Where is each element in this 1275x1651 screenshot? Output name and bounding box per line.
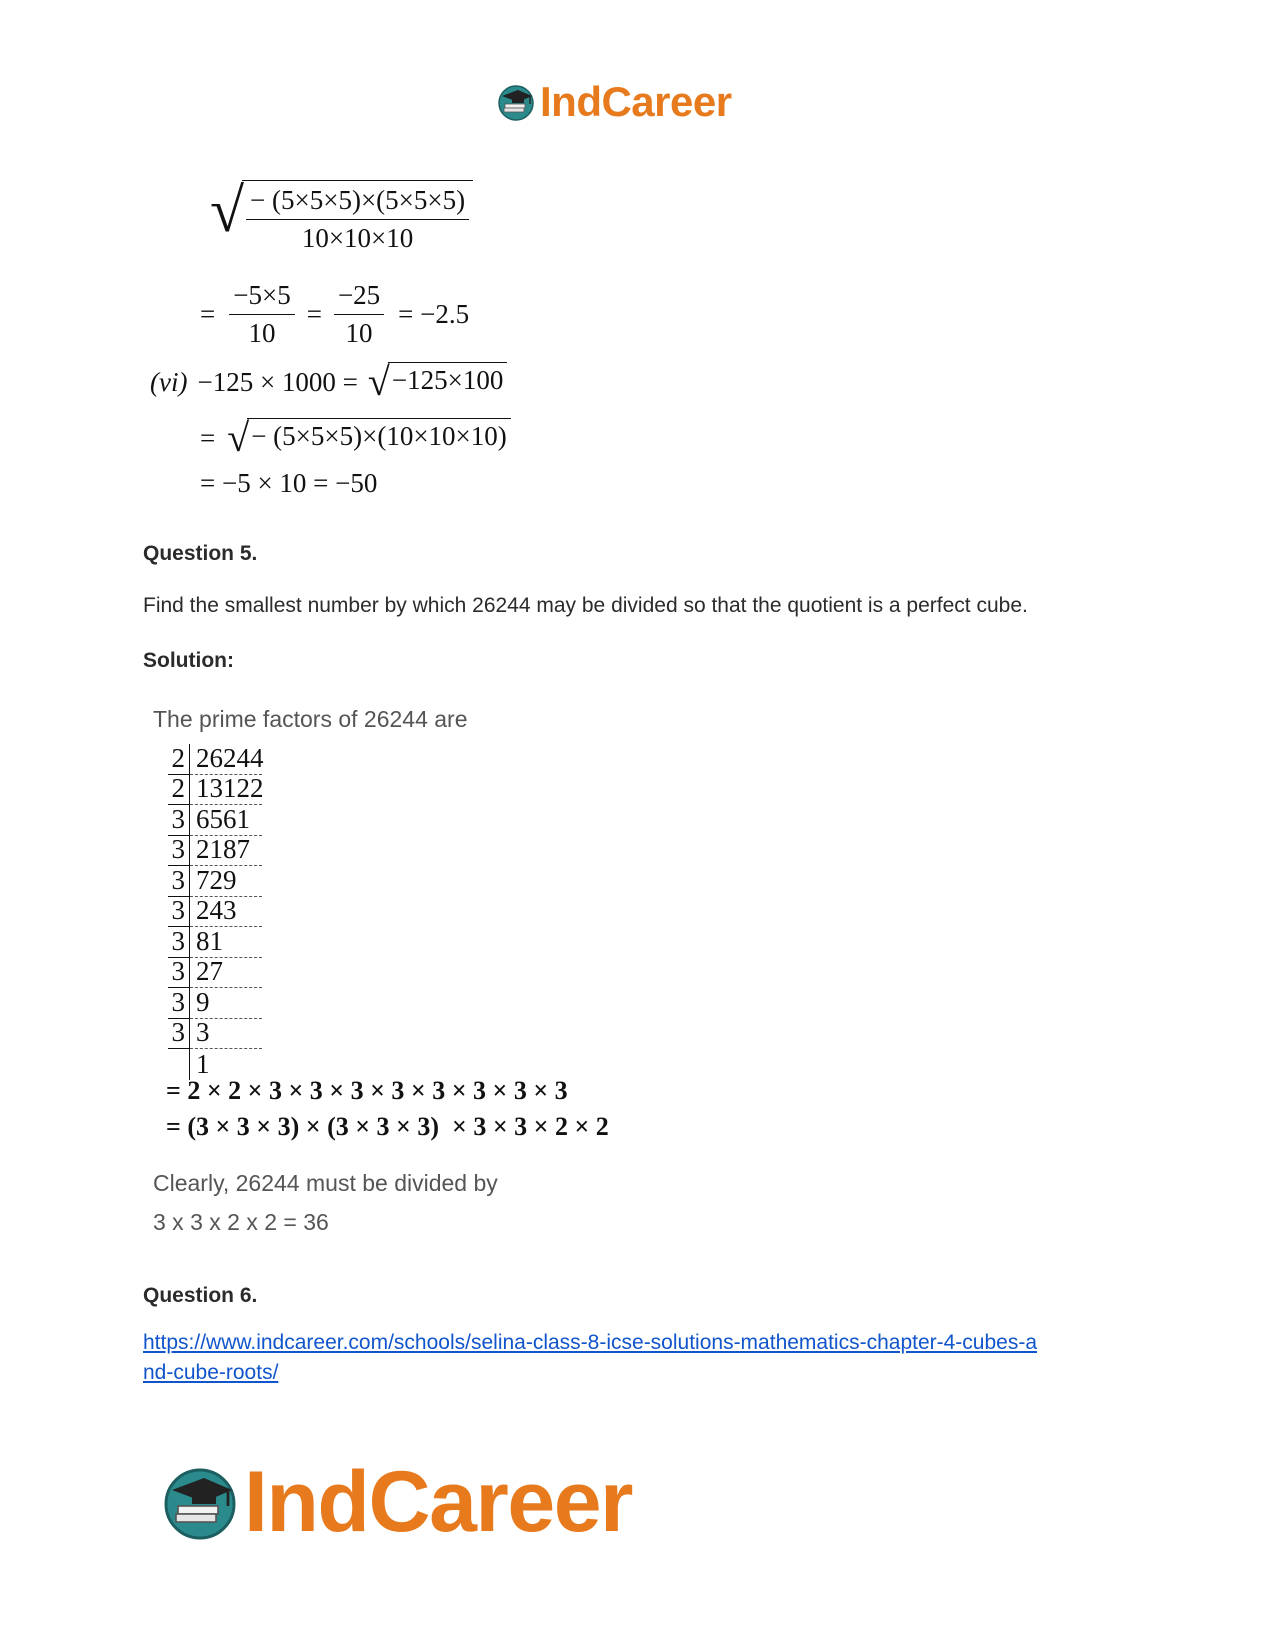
factor-divisor: 3 — [168, 897, 190, 928]
vi-step2-root: − (5×5×5)×(10×10×10) — [247, 418, 511, 458]
math-part-vi-step2: = √ − (5×5×5)×(10×10×10) — [200, 418, 511, 458]
factor-value: 26244 — [190, 744, 262, 775]
factor-row — [168, 775, 262, 806]
product-line-2: = (3 × 3 × 3) × (3 × 3 × 3) × 3 × 3 × 2 × 2 — [166, 1112, 609, 1141]
factor-row — [168, 866, 262, 897]
fraction-1-numerator: −5×5 — [229, 280, 294, 315]
factor-value: 13122 — [190, 775, 262, 806]
math-step-2 — [200, 280, 469, 349]
factor-row — [168, 958, 262, 989]
logo-text: IndCareer — [244, 1453, 632, 1550]
factor-divisor: 3 — [168, 958, 190, 989]
equals-sign: = — [200, 299, 216, 329]
header-logo — [496, 78, 732, 126]
question-5-text: Find the smallest number by which 26244 may be divided so that the quotient is a perfect cube. — [143, 594, 1028, 617]
factor-value: 3 — [190, 1019, 262, 1050]
question-6-heading: Question 6. — [143, 1284, 258, 1307]
solution-label: Solution: — [143, 649, 234, 672]
factor-value: 243 — [190, 897, 262, 928]
factor-row — [168, 836, 262, 867]
factor-row — [168, 988, 262, 1019]
step-2-result: = −2.5 — [398, 299, 470, 329]
factor-row — [168, 805, 262, 836]
vi-root: −125×100 — [388, 362, 507, 402]
question-5-heading: Question 5. — [143, 542, 258, 565]
factor-row — [168, 744, 262, 775]
factor-divisor — [168, 1049, 190, 1080]
prime-factor-table — [168, 744, 262, 1080]
factor-value: 6561 — [190, 805, 262, 836]
link-line-2[interactable]: nd-cube-roots/ — [143, 1361, 279, 1384]
equals-sign: = — [200, 422, 216, 453]
conclusion-line-1: Clearly, 26244 must be divided by — [153, 1170, 498, 1196]
factor-divisor: 3 — [168, 866, 190, 897]
footer-logo — [160, 1453, 632, 1550]
logo-text: IndCareer — [540, 78, 732, 125]
factor-row — [168, 1019, 262, 1050]
reference-link[interactable] — [143, 1328, 1143, 1388]
part-label: (vi) — [150, 366, 188, 397]
factor-divisor: 3 — [168, 836, 190, 867]
equals-sign: = — [306, 299, 322, 329]
factor-value: 27 — [190, 958, 262, 989]
root-numerator: − (5×5×5)×(5×5×5) — [246, 185, 469, 220]
factor-divisor: 3 — [168, 1019, 190, 1050]
factor-value: 2187 — [190, 836, 262, 867]
conclusion-line-2: 3 x 3 x 2 x 2 = 36 — [153, 1209, 329, 1235]
factor-row — [168, 927, 262, 958]
fraction-2-numerator: −25 — [334, 280, 384, 315]
vi-left: −125 × 1000 = — [197, 366, 358, 397]
factor-divisor: 2 — [168, 775, 190, 806]
math-root-expression: √ $\frac{- (5\times 5\times 5)\times(5\times 5\times 5)}{10\times 10\times 10}$ — [210, 180, 473, 254]
math-part-vi-step3: = −5 × 10 = −50 — [200, 468, 378, 498]
link-line-1[interactable]: https://www.indcareer.com/schools/selina-class-8-icse-solutions-mathematics-chapter-4-cubes-a — [143, 1331, 1038, 1354]
factor-divisor: 3 — [168, 988, 190, 1019]
factor-divisor: 3 — [168, 805, 190, 836]
fraction-2-denominator: 10 — [345, 318, 373, 348]
root-denominator: 10×10×10 — [301, 223, 414, 253]
graduation-cap-icon — [160, 1462, 240, 1542]
factor-divisor: 2 — [168, 744, 190, 775]
solution-intro: The prime factors of 26244 are — [153, 706, 468, 732]
factor-row — [168, 897, 262, 928]
factor-value: 729 — [190, 866, 262, 897]
factor-divisor: 3 — [168, 927, 190, 958]
math-part-vi: (vi) −125 × 1000 = √ −125×100 — [150, 362, 507, 402]
factor-value: 81 — [190, 927, 262, 958]
graduation-cap-icon — [496, 82, 536, 122]
factor-value: 1 — [196, 1048, 210, 1079]
factor-value: 9 — [190, 988, 262, 1019]
factor-row — [168, 1049, 262, 1080]
product-line-1: = 2 × 2 × 3 × 3 × 3 × 3 × 3 × 3 × 3 × 3 — [166, 1076, 568, 1105]
fraction-1-denominator: 10 — [248, 318, 276, 348]
